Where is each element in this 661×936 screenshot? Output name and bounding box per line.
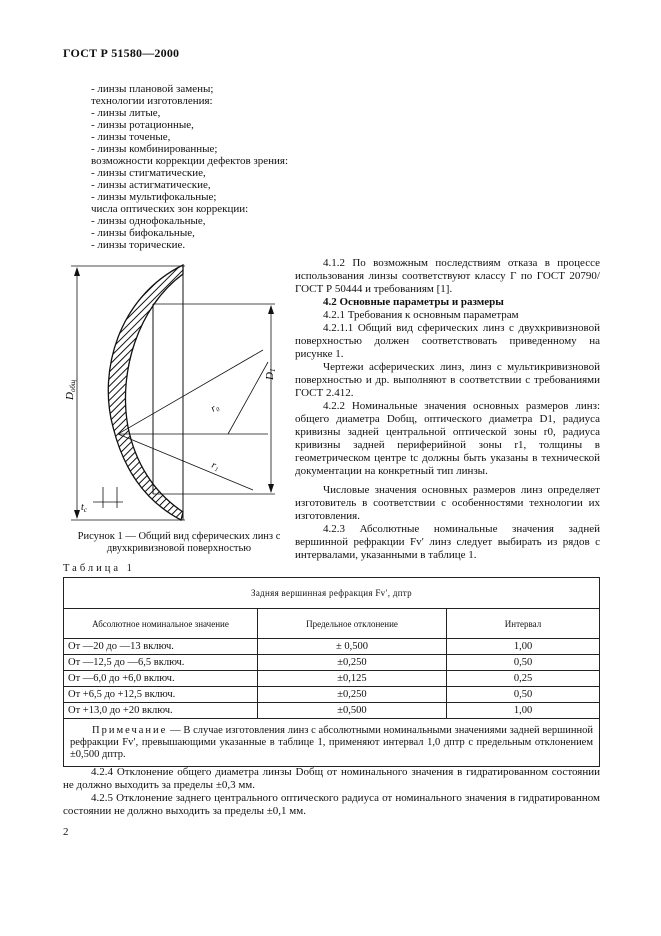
table-cell: ±0,250 bbox=[258, 687, 447, 703]
column-header: Предельное отклонение bbox=[258, 609, 447, 639]
list-item: - линзы литые, bbox=[91, 107, 161, 119]
list-item: технологии изготовления: bbox=[91, 95, 213, 107]
table-row bbox=[64, 671, 600, 687]
paragraph-4-1-2: 4.1.2 По возможным последствиям отказа в процессе использования линзы соответствуют классу Г по ГОСТ 20790/ГОСТ Р 50444 и требованиям [1]. bbox=[295, 257, 600, 295]
list-item: - линзы ротационные, bbox=[91, 119, 194, 131]
paragraph-4-2-1: 4.2.1 Требования к основным параметрам bbox=[323, 309, 519, 321]
label-d1: D1 bbox=[264, 368, 277, 380]
paragraph-numeric-values: Числовые значения основных размеров линз определяет изготовитель в соответствии с особенностями технологии их изготовления. bbox=[295, 484, 600, 522]
list-item: - линзы однофокальные, bbox=[91, 215, 206, 227]
lens-section bbox=[108, 265, 183, 520]
paragraph-4-2-2: 4.2.2 Номинальные значения основных размеров линз: общего диаметра Dобщ, оптического диаметра D1, радиуса кривизны задней центральной оптической зоны r0, радиуса кривизны задней периферийной зоны r1, толщины в геометрическом центре tc должны быть указаны в технической документации на конкретный тип линзы. bbox=[295, 400, 600, 477]
paragraph-4-2-4: 4.2.4 Отклонение общего диаметра линзы Dобщ от номинального значения в гидратированном состоянии не должно выходить за пределы ±0,3 мм. bbox=[63, 766, 600, 791]
list-item: - линзы стигматические, bbox=[91, 167, 206, 179]
label-r1: r₁ bbox=[209, 459, 221, 473]
table-cell: От —20 до —13 включ. bbox=[64, 639, 258, 655]
lens-diagram bbox=[63, 262, 298, 528]
table-label: Таблица 1 bbox=[63, 563, 135, 574]
table-cell: ± 0,500 bbox=[258, 639, 447, 655]
table-cell: От —12,5 до —6,5 включ. bbox=[64, 655, 258, 671]
table-row bbox=[64, 639, 600, 655]
table-cell: От —6,0 до +6,0 включ. bbox=[64, 671, 258, 687]
table-cell: От +6,5 до +12,5 включ. bbox=[64, 687, 258, 703]
list-item: - линзы бифокальные, bbox=[91, 227, 195, 239]
table-cell: 0,50 bbox=[447, 687, 600, 703]
table-cell: 0,50 bbox=[447, 655, 600, 671]
paragraph-aspheric: Чертежи асферических линз, линз с мультикривизновой поверхностью и др. выполняют в соответствии с требованиями ГОСТ 2.412. bbox=[295, 361, 600, 399]
table-cell: ±0,500 bbox=[258, 703, 447, 719]
table-cell: От +13,0 до +20 включ. bbox=[64, 703, 258, 719]
list-item: - линзы плановой замены; bbox=[91, 83, 214, 95]
list-item: - линзы точеные, bbox=[91, 131, 171, 143]
table-row bbox=[64, 703, 600, 719]
note-label: Примечание bbox=[92, 725, 168, 736]
list-item: - линзы торические. bbox=[91, 239, 186, 251]
list-item: - линзы астигматические, bbox=[91, 179, 211, 191]
section-heading-4-2: 4.2 Основные параметры и размеры bbox=[323, 296, 504, 308]
table-row bbox=[64, 655, 600, 671]
refraction-table bbox=[63, 577, 600, 767]
r0-line bbox=[118, 350, 263, 434]
list-item: возможности коррекции дефектов зрения: bbox=[91, 155, 289, 167]
list-item: - линзы мультифокальные; bbox=[91, 191, 217, 203]
paragraph-4-2-5: 4.2.5 Отклонение заднего центрального оптического радиуса от номинального значения в гидратированном состоянии не должно выходить за пределы ±0,1 мм. bbox=[63, 792, 600, 817]
table-cell: ±0,125 bbox=[258, 671, 447, 687]
table-note bbox=[64, 719, 600, 767]
column-header: Интервал bbox=[447, 609, 600, 639]
label-d-total: Dобщ bbox=[64, 379, 77, 400]
table-cell: 1,00 bbox=[447, 639, 600, 655]
table-title: Задняя вершинная рефракция Fv′, дптр bbox=[64, 578, 600, 609]
table-cell: ±0,250 bbox=[258, 655, 447, 671]
page-number: 2 bbox=[63, 826, 69, 838]
paragraph-4-2-3: 4.2.3 Абсолютные номинальные значения задней вершинной рефракции Fv′ линз следует выбирать из рядов с интервалами, указанными в таблице 1. bbox=[295, 523, 600, 561]
table-row bbox=[64, 687, 600, 703]
label-tc: $t_c$ bbox=[81, 502, 87, 514]
list-item: - линзы комбинированные; bbox=[91, 143, 218, 155]
table-cell: 1,00 bbox=[447, 703, 600, 719]
label-r0: r₀ bbox=[209, 401, 221, 415]
table-cell: 0,25 bbox=[447, 671, 600, 687]
column-header: Абсолютное номинальное значение bbox=[64, 609, 258, 639]
list-item: числа оптических зон коррекции: bbox=[91, 203, 249, 215]
paragraph-4-2-1-1: 4.2.1.1 Общий вид сферических линз с двухкривизновой поверхностью должен соответствовать приведенному на рисунке 1. bbox=[295, 322, 600, 360]
figure-caption: Рисунок 1 — Общий вид сферических линз с двухкривизновой поверхностью bbox=[77, 531, 281, 554]
document-header: ГОСТ Р 51580—2000 bbox=[63, 46, 180, 60]
note-text: — В случае изготовления линз с абсолютными номинальными значениями задней вершинной рефракции Fv′, превышающими указанные в таблице 1, применяют интервал 1,0 дптр с предельным отклонением ±0,500 дптр. bbox=[70, 725, 593, 760]
